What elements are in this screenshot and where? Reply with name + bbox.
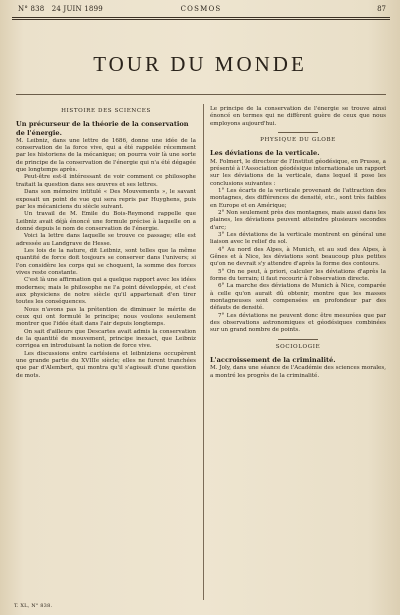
header-rule [12, 17, 390, 18]
paragraph: 2° Non seulement près des montagnes, mais aussi dans les plaines, les déviations peuvent atteindre plusieurs secondes d'arc; [210, 209, 386, 231]
paragraph: 6° La marche des déviations de Munich à Nice, comparée à celle qu'on aurait dû obtenir, montre que les masses montagneuses sont compensées en profondeur par des défauts de densité. [210, 283, 386, 312]
column-divider [203, 104, 204, 600]
paragraph: 5° On ne peut, à priori, calculer les déviations d'après la forme du terrain; il faut recourir à l'observation directe. [210, 268, 386, 283]
paragraph: Dans son mémoire intitulé « Des Mouvements », le savant exposait un point de vue qui sera repris par Huyghens, puis par les mécaniciens du siècle suivant. [16, 189, 196, 210]
separator-rule [278, 132, 318, 133]
left-column [16, 106, 196, 602]
section-title: TOUR DU MONDE [93, 52, 307, 76]
opening-paragraph: Le principe de la conservation de l'énergie se trouve ainsi énoncé en termes qui ne diffèrent guère de ceux que nous employons aujourd'hui. [210, 106, 386, 127]
paragraph: M. Joly, dans une séance de l'Académie des sciences morales, a montré les progrès de la criminalité. [210, 365, 386, 379]
paragraph: On sait d'ailleurs que Descartes avait admis la conservation de la quantité de mouvement, principe inexact, que Leibniz corrigea en introduisant la notion de force vive. [16, 328, 196, 350]
header-rule-thin [12, 19, 390, 20]
article-title-criminalite: L'accroissement de la criminalité. [210, 356, 336, 365]
paragraph: M. Folmert, le directeur de l'Institut géodésique, en Prusse, a présenté à l'Association géodésique internationale un rapport sur les déviations de la verticale, dans lequel il pose les conclusions suivantes : [210, 158, 386, 187]
page-number: 87 [377, 5, 386, 13]
rubric-sociologie: SOCIOLOGIE [275, 343, 321, 350]
section-title-rule [16, 94, 386, 95]
rubric-physique-du-globe: PHYSIQUE DU GLOBE [260, 137, 336, 144]
running-header [12, 5, 390, 17]
issue-number: N° 838 [18, 5, 45, 13]
paragraph: 1° Les écarts de la verticale provenant de l'attraction des montagnes, des différences de densité, etc., sont très faibles en Europe et en Amérique; [210, 187, 386, 209]
footer-volume-number: T. XL, N° 838. [14, 603, 53, 609]
paragraph: 3° Les déviations de la verticale montrent en général une liaison avec le relief du sol. [210, 232, 386, 246]
paragraph: C'est là une affirmation qui a quelque rapport avec les idées modernes; mais le philosophe ne l'a point développée, et c'est aux physiciens de notre siècle qu'il appartenait d'en tirer toutes les conséquences. [16, 277, 196, 306]
paragraph: Un travail de M. Emile du Bois-Reymond rappelle que Leibniz avait déjà énoncé une formule précise à laquelle on a donné depuis le nom de conservation de l'énergie. [16, 211, 196, 232]
issue-date: 24 JUIN 1899 [51, 5, 103, 13]
paragraph: Les discussions entre cartésiens et leibniziens occupèrent une grande partie du XVIIIe siècle; elles ne furent tranchées que par d'Alembert, qui montra qu'il s'agissait d'une question de mots. [16, 350, 196, 379]
separator-rule [278, 339, 318, 340]
paragraph: Voici la lettre dans laquelle se trouve ce passage; elle est adressée au Landgrave de Hesse. [16, 233, 196, 247]
journal-name: COSMOS [180, 5, 222, 13]
paragraph: 7° Les déviations ne peuvent donc être mesurées que par des observations astronomiques et géodésiques combinées sur un grand nombre de points. [210, 312, 386, 334]
right-column [210, 106, 386, 602]
rubric-histoire-des-sciences: HISTOIRE DES SCIENCES [61, 108, 151, 114]
paragraph: M. Leibniz, dans une lettre de 1686, donne une idée de la conservation de la force vive, qui a été rappelée récemment par les historiens de la mécanique; on pourra voir là une sorte de principe de la conservation de l'énergie qui n'a été dégagée que longtemps après. [16, 137, 196, 174]
paragraph: Peut-être est-il intéressant de voir comment ce philosophe traitait la question dans ses œuvres et ses lettres. [16, 174, 196, 188]
article-title-deviations: Les déviations de la verticale. [210, 149, 320, 158]
paragraph: Nous n'avons pas la prétention de diminuer le mérite de ceux qui ont formulé le principe; nous voulons seulement montrer que l'idée était dans l'air depuis longtemps. [16, 306, 196, 328]
paragraph: 4° Au nord des Alpes, à Munich, et au sud des Alpes, à Gênes et à Nice, les déviations sont beaucoup plus petites qu'on ne devrait s'y attendre d'après la forme des contours. [210, 246, 386, 268]
article-title-precurseur: Un précurseur de la théorie de la conservation de l'énergie. [16, 120, 189, 137]
paragraph: Les lois de la nature, dit Leibniz, sont telles que la même quantité de force doit toujours se conserver dans l'univers; si l'on considère les corps qui se choquent, la somme des forces vives reste constante. [16, 247, 196, 276]
